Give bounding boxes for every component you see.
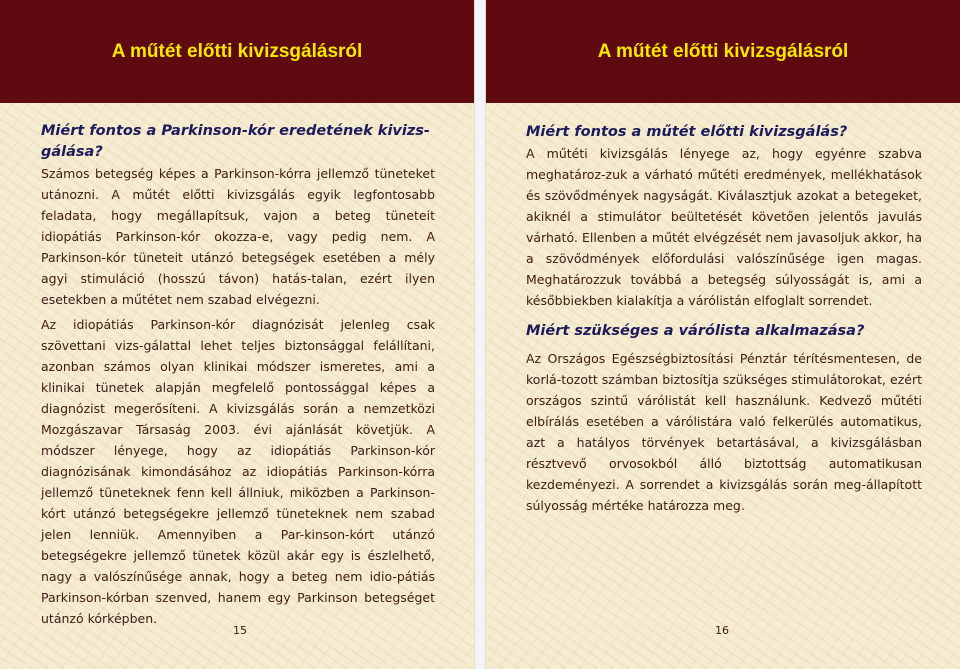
left-page <box>0 0 474 669</box>
left-page-title: A műtét előtti kivizsgálásról <box>111 40 363 62</box>
right-page-title: A műtét előtti kivizsgálásról <box>597 40 849 62</box>
right-page <box>486 0 960 669</box>
left-paragraph-1: Számos betegség képes a Parkinson-kórra jellemző tüneteket utánozni. A műtét előtti kivizsgálás egyik legfontosabb feladata, hogy megállapítsuk, vajon a beteg tüneteit idiopátiás Parkinson-kór okozza-e, vagy pedig nem. A Parkinson-kór tüneteit utánzó betegségek esetében a mély agyi stimuláció (hosszú távon) hatás-talan, ezért ilyen esetekben a műtétet nem szabad elvégezni. <box>41 166 435 307</box>
right-page-content <box>526 122 922 516</box>
left-page-number: 15 <box>233 624 247 637</box>
right-paragraph-2: Az Országos Egészségbiztosítási Pénztár térítésmentesen, de korlá-tozott számban biztosítja szükséges stimulátorokat, ezért országos szintű várólistát kell használunk. Kedvező műtéti elbírálás esetében a várólistára való felkerülés automatikus, azt a hatályos törvények betartásával, a kivizsgálásban résztvevő orvosokból álló biztottság automatikusan kezdeményezi. A sorrendet a kivizsgálás során meg-állapított súlyosság mértéke határozza meg. <box>526 351 922 513</box>
right-page-number: 16 <box>715 624 729 637</box>
left-section-heading: Miért fontos a Parkinson-kór eredetének kivizs-gálása? <box>41 123 430 160</box>
right-section-heading-2: Miért szükséges a várólista alkalmazása? <box>526 323 865 339</box>
right-section-heading-1: Miért fontos a műtét előtti kivizsgálás? <box>526 124 848 140</box>
left-page-content <box>41 121 435 629</box>
left-paragraph-2: Az idiopátiás Parkinson-kór diagnózisát jelenleg csak szövettani vizs-gálattal lehet teljes biztonsággal felállítani, azonban számos olyan klinikai módszer ismeretes, ami a klinikai tünetek alapján megfelelő pontossággal képes a diagnózist megerősíteni. A kivizsgálás során a nemzetközi Mozgászavar Társaság 2003. évi ajánlását követjük. A módszer lényege, hogy az idiopátiás Parkinson-kór diagnózisának kimondásához az idiopátiás Parkinson-kórra jellemző tüneteknek fenn kell állniuk, miközben a Parkinson-kórt utánzó betegségekre jellemző tüneteknek nem szabad jelen lenniük. Amennyiben a Par-kinson-kórt utánzó betegségekre jellemző tünetek közül akár egy is észlelhető, nagy a valószínűsége annak, hogy a beteg nem idio-pátiás Parkinson-kórban szenved, hanem egy Parkinson betegséget utánzó kórképben. <box>41 317 435 626</box>
right-paragraph-1: A műtéti kivizsgálás lényege az, hogy egyénre szabva meghatároz-zuk a várható műtéti eredmények, mellékhatások és szövődmények nagyságát. Kiválasztjuk azokat a betegeket, akiknél a stimulátor beültetését követően jelentős javulás várható. Ellenben a műtét elvégzését nem javasoljuk akkor, ha a szövődmények előfordulási valószínűsége igen magas. Meghatározzuk továbbá a betegség súlyosságát is, ami a későbbiekben kialakítja a várólistán elfoglalt sorrendet. <box>526 146 922 308</box>
left-page-header <box>0 0 474 103</box>
right-page-header <box>486 0 960 103</box>
